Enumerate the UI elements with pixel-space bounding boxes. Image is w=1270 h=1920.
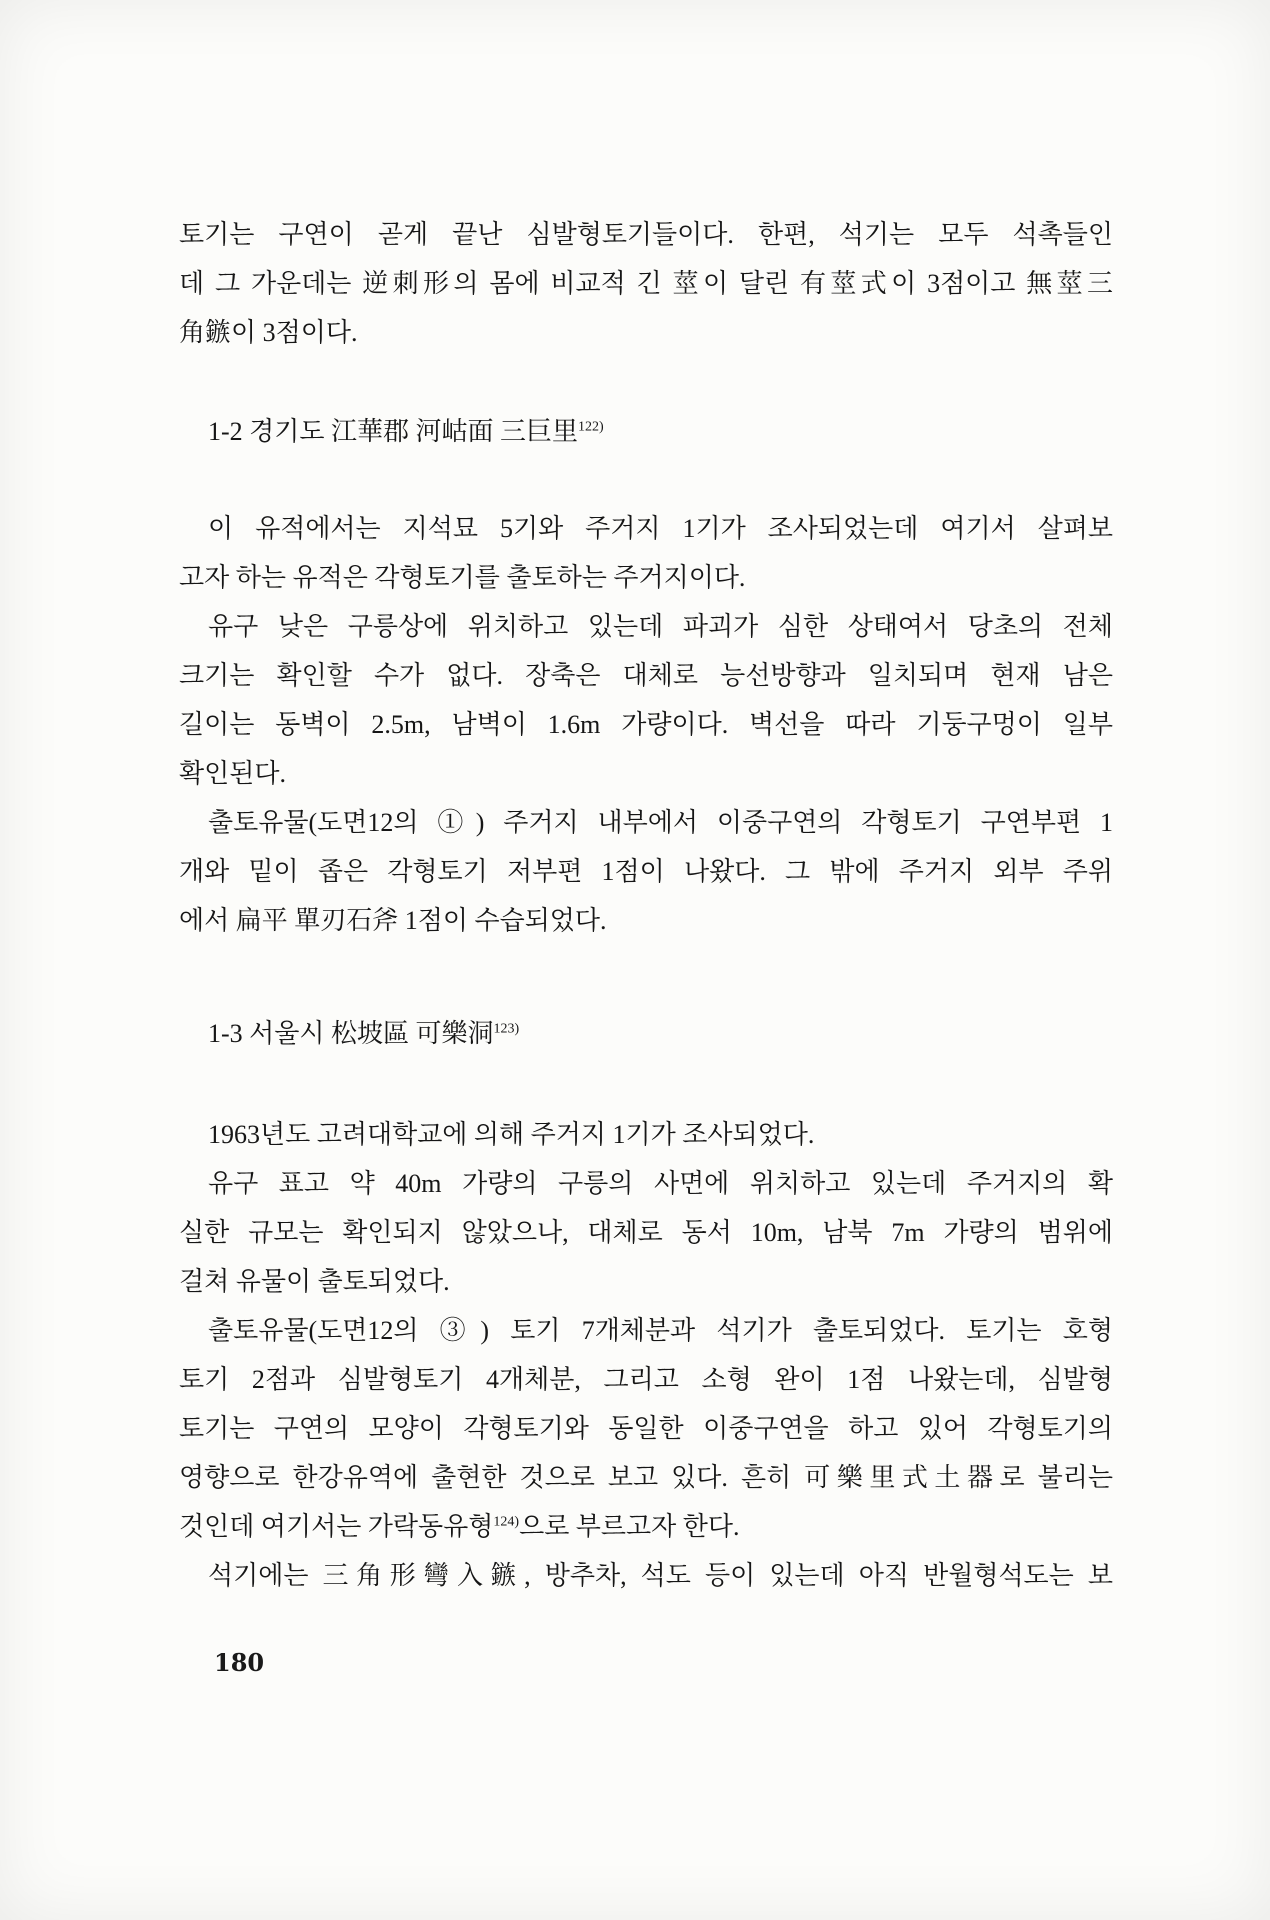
text-line: 출토유물(도면12의 ①) 주거지 내부에서 이중구연의 각형토기 구연부편 1	[208, 808, 1113, 837]
page-body	[179, 210, 1113, 1600]
text-line: 토기는 구연이 곧게 끝난 심발형토기들이다. 한편, 석기는 모두 석촉들인	[179, 220, 1113, 249]
footnote-ref: 122)	[578, 419, 604, 435]
section-heading-text: 1-3 서울시 松坡區 可樂洞	[208, 1019, 494, 1048]
text-line: 영향으로 한강유역에 출현한 것으로 보고 있다. 흔히 可樂里式土器로 불리는	[179, 1463, 1113, 1492]
text-line: 출토유물(도면12의 ③) 토기 7개체분과 석기가 출토되었다. 토기는 호형	[208, 1316, 1113, 1345]
footnote-ref: 123)	[493, 1021, 520, 1037]
text-line-part: 것인데 여기서는 가락동유형	[179, 1512, 494, 1541]
text-line: 角鏃이 3점이다.	[179, 318, 358, 347]
text-line: 크기는 확인할 수가 없다. 장축은 대체로 능선방향과 일치되며 현재 남은	[179, 661, 1113, 690]
text-line: 유구 표고 약 40m 가량의 구릉의 사면에 위치하고 있는데 주거지의 확	[208, 1169, 1113, 1198]
text-line: 고자 하는 유적은 각형토기를 출토하는 주거지이다.	[179, 563, 746, 592]
section-heading-text: 1-2 경기도 江華郡 河岵面 三巨里	[208, 417, 579, 446]
text-line: 길이는 동벽이 2.5m, 남벽이 1.6m 가량이다. 벽선을 따라 기둥구멍이 일부	[179, 710, 1113, 739]
text-line: 토기는 구연의 모양이 각형토기와 동일한 이중구연을 하고 있어 각형토기의	[179, 1414, 1113, 1443]
text-line: 걸쳐 유물이 출토되었다.	[179, 1267, 450, 1296]
section-heading	[179, 1009, 1113, 1058]
text-line: 석기에는 三角形彎入鏃, 방추차, 석도 등이 있는데 아직 반월형석도는 보	[208, 1561, 1113, 1590]
text-line: 유구 낮은 구릉상에 위치하고 있는데 파괴가 심한 상태여서 당초의 전체	[208, 612, 1113, 641]
text-line: 확인된다.	[179, 759, 286, 788]
text-line: 1963년도 고려대학교에 의해 주거지 1기가 조사되었다.	[208, 1120, 815, 1149]
text-line: 실한 규모는 확인되지 않았으나, 대체로 동서 10m, 남북 7m 가량의 범위에	[179, 1218, 1113, 1247]
footnote-ref: 124)	[493, 1514, 520, 1530]
text-line-part: 으로 부르고자 한다.	[519, 1512, 740, 1541]
text-line: 개와 밑이 좁은 각형토기 저부편 1점이 나왔다. 그 밖에 주거지 외부 주위	[179, 857, 1113, 886]
text-line: 이 유적에서는 지석묘 5기와 주거지 1기가 조사되었는데 여기서 살펴보	[208, 514, 1113, 543]
text-line	[179, 1502, 1113, 1551]
text-line: 데 그 가운데는 逆刺形의 몸에 비교적 긴 莖이 달린 有莖式이 3점이고 無莖三	[179, 269, 1113, 298]
page-number: 180	[214, 1648, 265, 1677]
section-heading	[179, 407, 1113, 456]
text-line: 토기 2점과 심발형토기 4개체분, 그리고 소형 완이 1점 나왔는데, 심발형	[179, 1365, 1113, 1394]
text-line: 에서 扁平 單刃石斧 1점이 수습되었다.	[179, 906, 607, 935]
